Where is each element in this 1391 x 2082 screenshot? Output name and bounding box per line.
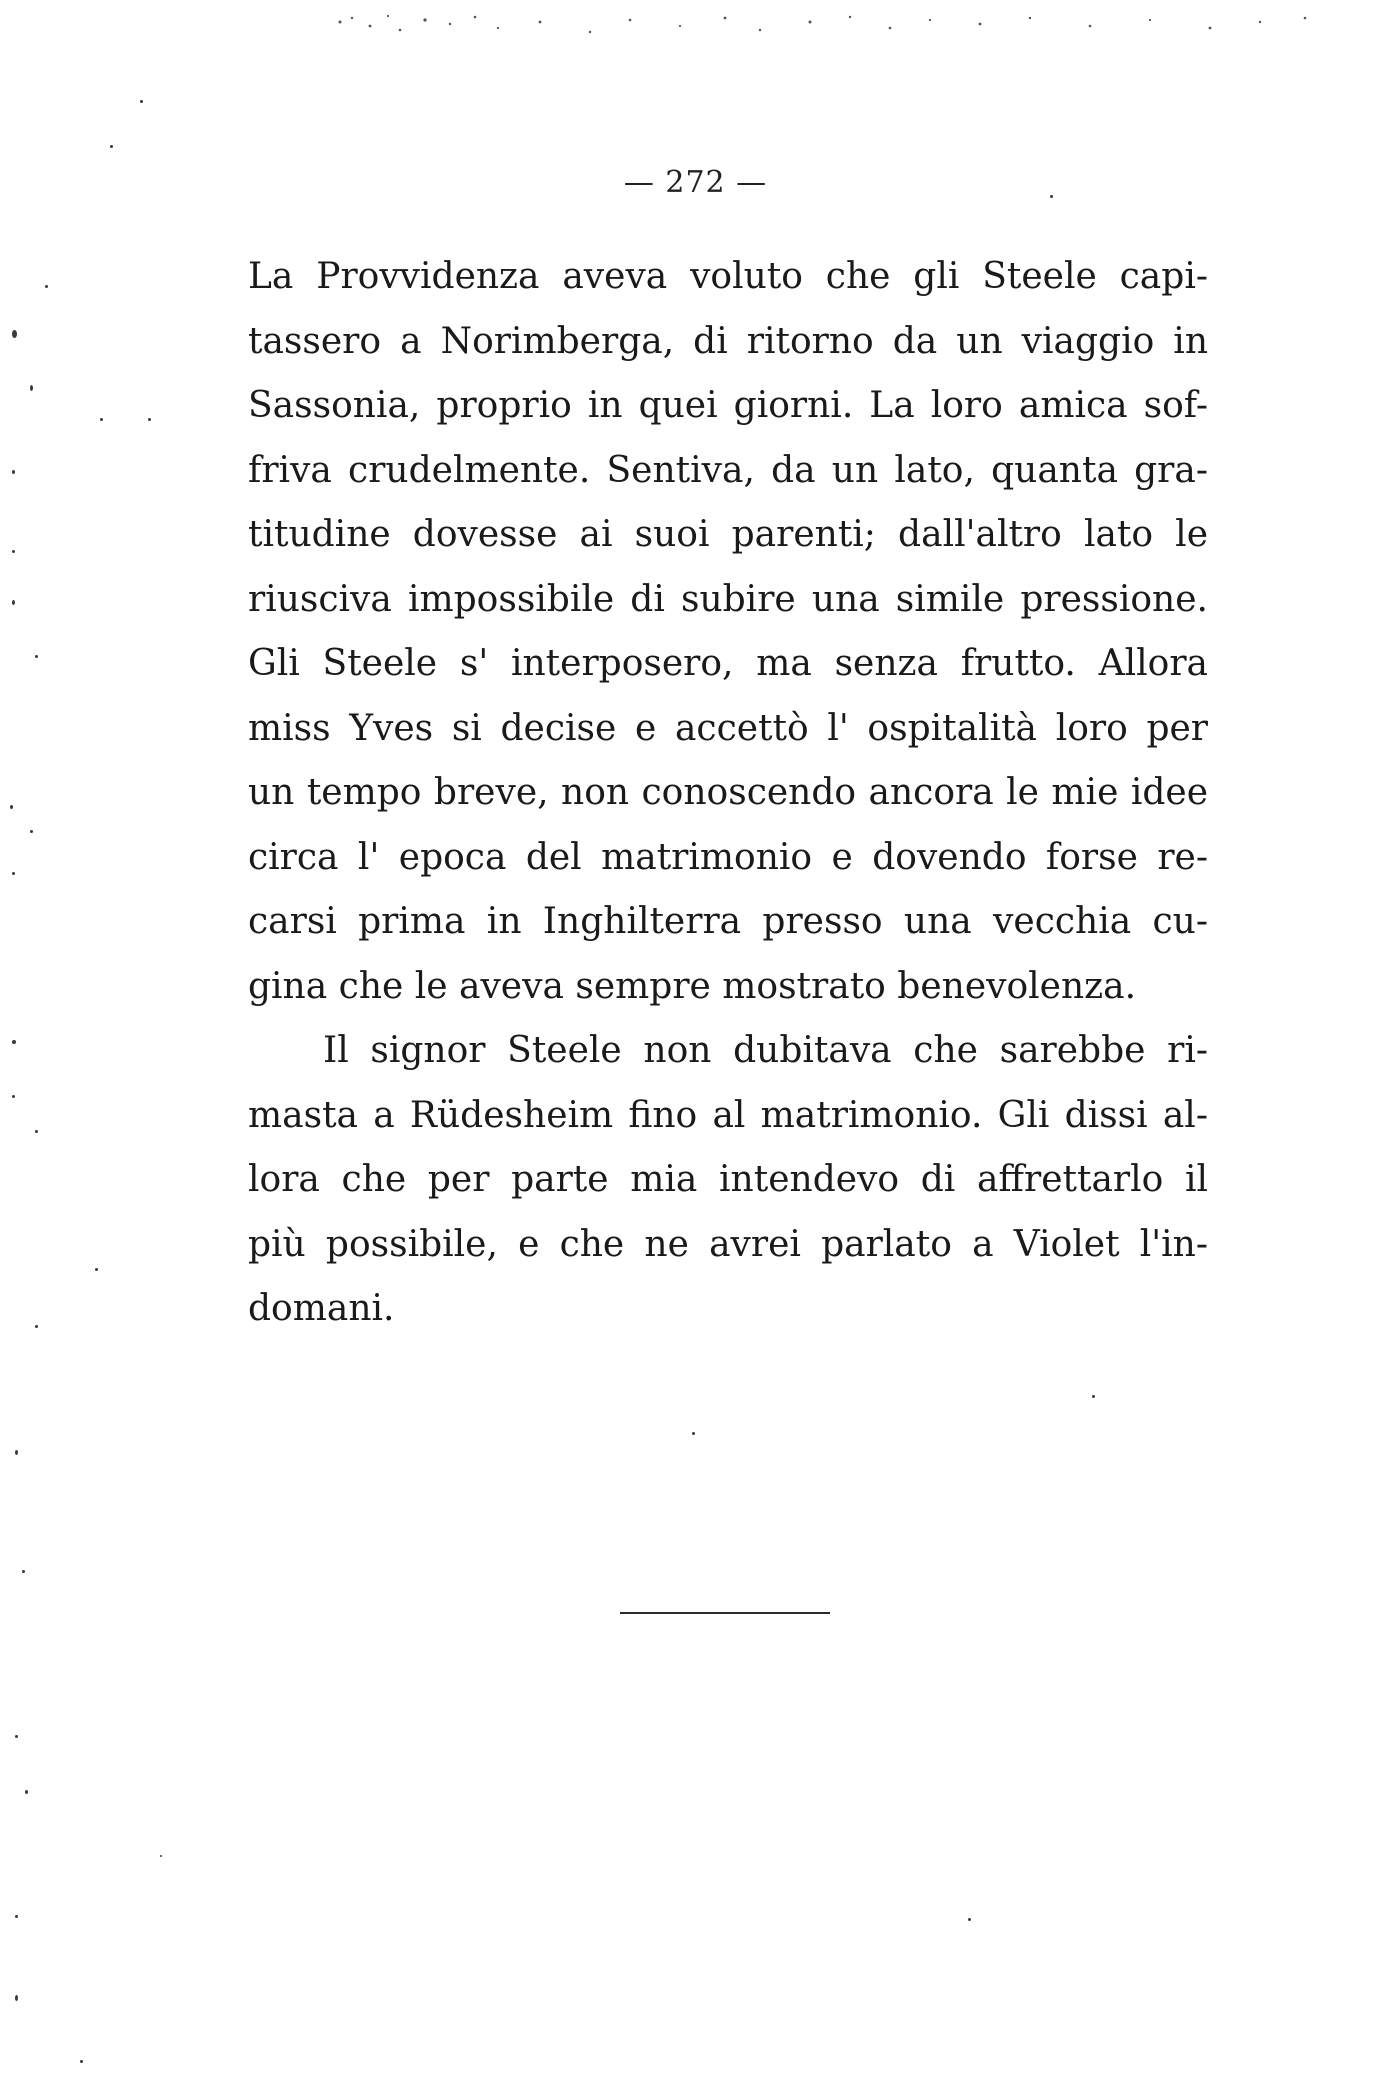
- text-line: friva crudelmente. Sentiva, da un lato, quanta gra-: [248, 449, 1208, 491]
- text-line: più possibile, e che ne avrei parlato a Violet l'in-: [248, 1223, 1208, 1265]
- text-line: lora che per parte mia intendevo di affrettarlo il: [248, 1159, 1208, 1200]
- scan-speck: [15, 1735, 18, 1738]
- section-end-rule: [620, 1612, 830, 1614]
- scan-speck: [15, 1450, 18, 1455]
- scan-speck: [148, 418, 151, 421]
- scan-speck: [12, 470, 15, 474]
- text-line: La Provvidenza aveva voluto che gli Steele capi-: [248, 256, 1208, 297]
- scan-speck: [30, 830, 33, 833]
- scan-speck: [140, 100, 143, 103]
- page-number: — 272 —: [623, 165, 768, 200]
- scan-speck: [100, 418, 103, 421]
- text-line: Sassonia, proprio in quei giorni. La loro amica sof-: [248, 385, 1208, 426]
- text-line: riusciva impossibile di subire una simile pressione.: [248, 578, 1208, 620]
- scan-speck: [30, 385, 33, 391]
- text-line: un tempo breve, non conoscendo ancora le mie idee: [248, 772, 1208, 813]
- text-line: Gli Steele s' interposero, ma senza frutto. Allora: [248, 643, 1208, 684]
- scan-speck: [110, 145, 113, 148]
- scan-speck: [968, 1918, 971, 1921]
- scan-speck: [35, 1325, 38, 1328]
- scan-speck: [25, 1790, 28, 1794]
- scan-noise: [330, 8, 1330, 48]
- text-line: miss Yves si decise e accettò l' ospitalità loro per: [248, 707, 1208, 749]
- paragraph: [248, 1019, 1208, 1342]
- scan-speck: [95, 1268, 98, 1271]
- scan-speck: [45, 285, 48, 288]
- scan-speck: [35, 655, 38, 658]
- scan-speck: [692, 1432, 695, 1435]
- text-line: masta a Rüdesheim fino al matrimonio. Gli dissi al-: [248, 1094, 1208, 1136]
- text-line: domani.: [248, 1288, 395, 1329]
- text-line: circa l' epoca del matrimonio e dovendo forse re-: [248, 836, 1208, 878]
- text-line: titudine dovesse ai suoi parenti; dall'altro lato le: [248, 514, 1208, 555]
- scan-speck: [160, 1855, 162, 1857]
- body-text: [248, 245, 1208, 1342]
- text-line: carsi prima in Inghilterra presso una vecchia cu-: [248, 901, 1208, 942]
- scan-speck: [12, 550, 15, 553]
- scan-speck: [12, 1095, 15, 1098]
- scan-speck: [15, 1995, 18, 2001]
- scan-speck: [1050, 195, 1053, 198]
- scan-speck: [22, 1570, 25, 1573]
- text-line: gina che le aveva sempre mostrato benevolenza.: [248, 965, 1137, 1007]
- scan-speck: [80, 2060, 83, 2063]
- scan-speck: [12, 872, 15, 875]
- text-line: tassero a Norimberga, di ritorno da un viaggio in: [248, 320, 1208, 362]
- scan-speck: [12, 1040, 16, 1044]
- scan-speck: [12, 600, 15, 605]
- scan-speck: [1092, 1395, 1095, 1398]
- scan-speck: [10, 805, 13, 809]
- scan-speck: [35, 1130, 38, 1133]
- scan-speck: [12, 330, 17, 338]
- text-line: Il signor Steele non dubitava che sarebbe ri-: [323, 1030, 1208, 1071]
- paragraph: [248, 245, 1208, 1019]
- scan-speck: [15, 1915, 18, 1918]
